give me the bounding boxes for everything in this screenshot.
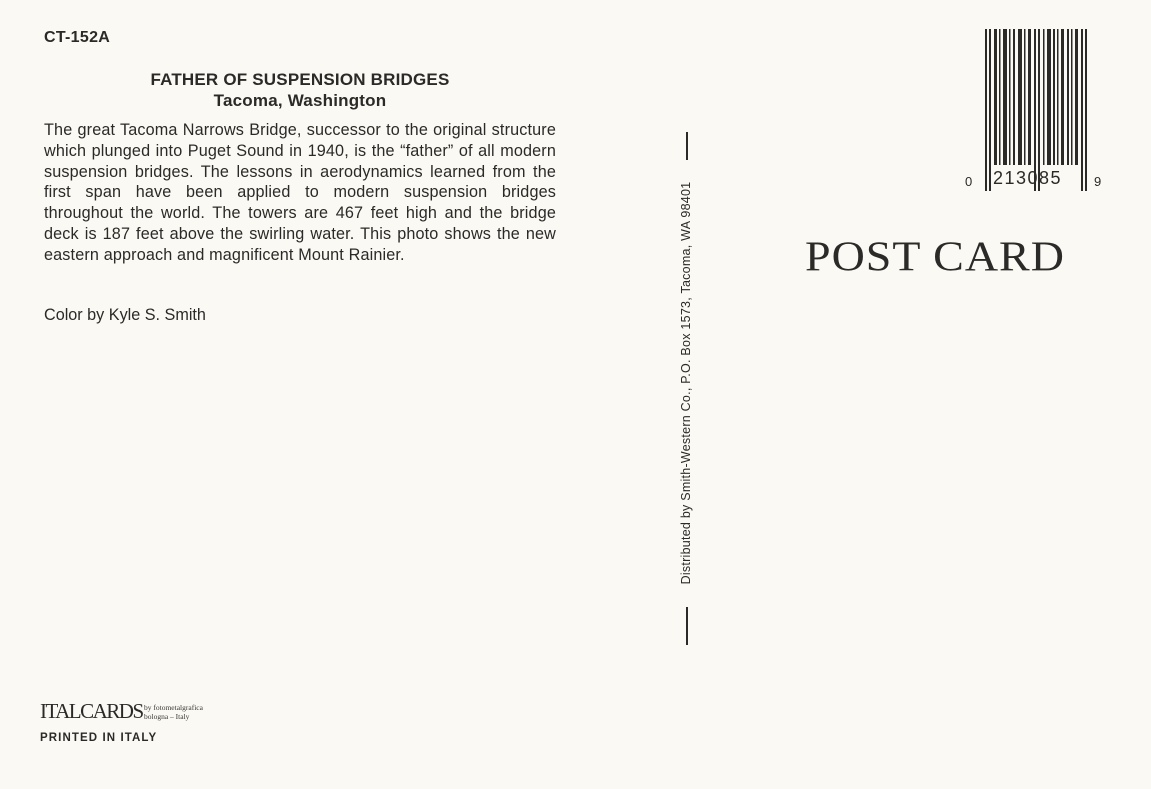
publisher-line-2: bologna – Italy: [144, 712, 190, 721]
card-subtitle: Tacoma, Washington: [213, 91, 387, 110]
title-block: [44, 69, 556, 111]
barcode-right-digit: 9: [1094, 174, 1102, 189]
italcards-logo: ITALCARDS: [40, 699, 143, 723]
barcode-bars: [985, 29, 1089, 191]
barcode: [985, 29, 1089, 191]
post-card-label: POST CARD: [805, 232, 1065, 280]
photo-credit: Color by Kyle S. Smith: [44, 306, 206, 324]
publisher-line-1: by fotometalgrafica: [144, 703, 203, 712]
description: The great Tacoma Narrows Bridge, successor to the original structure which plunged into Puget Sound in 1940, is the “father” of all modern suspension bridges. The lessons in aerodynamics learned from the first span have been applied to modern suspension bridges throughout the world. The towers are 467 feet high and the bridge deck is 187 feet above the swirling water. This photo shows the new eastern approach and magnificent Mount Rainier.: [44, 121, 556, 264]
barcode-left-digit: 0: [965, 174, 973, 189]
divider-line-top: [686, 132, 688, 160]
card-code: CT-152A: [44, 29, 111, 46]
barcode-middle-digits: 213085: [993, 168, 1063, 188]
divider-line-bottom: [686, 607, 688, 645]
card-title: FATHER OF SUSPENSION BRIDGES: [150, 70, 450, 89]
distributor-text: Distributed by Smith-Western Co., P.O. Box 1573, Tacoma, WA 98401: [679, 181, 693, 585]
publisher-details: [144, 703, 203, 721]
printed-in-label: PRINTED IN ITALY: [40, 732, 158, 744]
